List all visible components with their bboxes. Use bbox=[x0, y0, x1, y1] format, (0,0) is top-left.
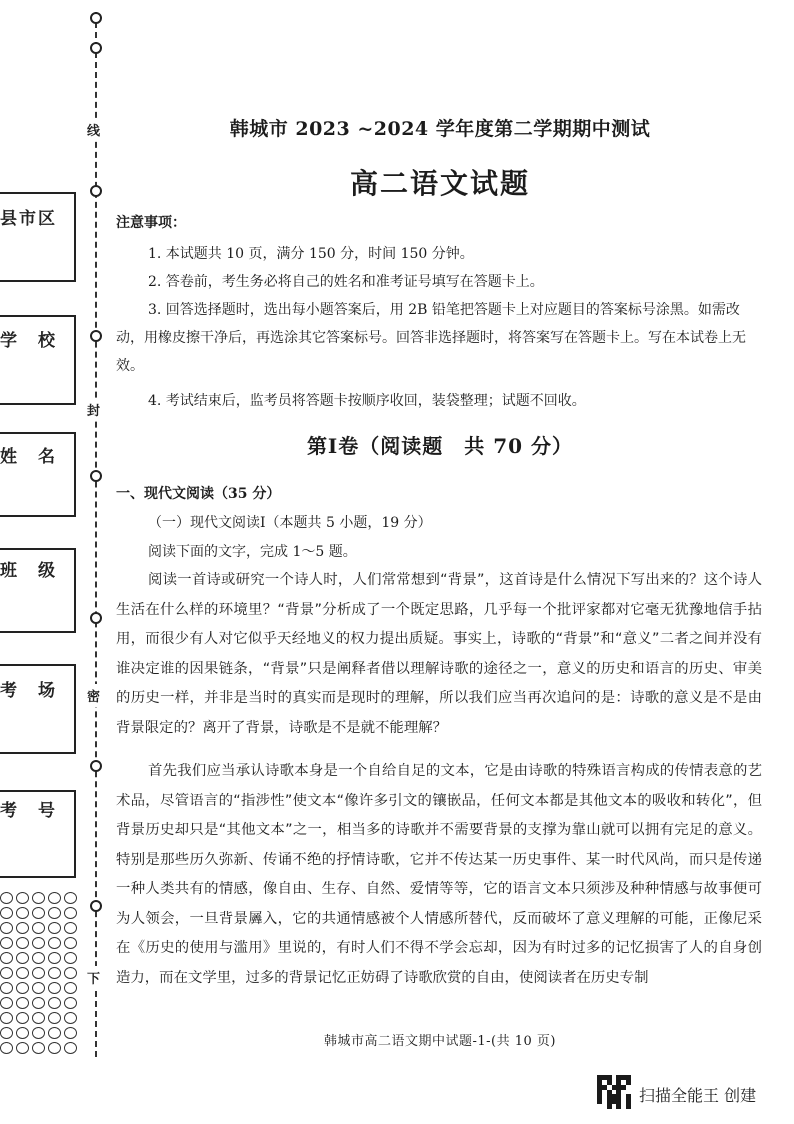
margin-circle bbox=[48, 937, 61, 949]
margin-circle bbox=[32, 907, 45, 919]
margin-circle bbox=[64, 997, 77, 1009]
paper-title: 高二语文试题 bbox=[349, 167, 530, 200]
margin-circle bbox=[32, 1042, 45, 1054]
margin-circle bbox=[16, 982, 29, 994]
qr-cell bbox=[626, 1104, 631, 1109]
seal-dot bbox=[90, 12, 102, 24]
scanner-watermark bbox=[597, 1075, 777, 1115]
margin-circle bbox=[16, 967, 29, 979]
watermark-text: 扫描全能王 创建 bbox=[639, 1086, 757, 1105]
margin-circle bbox=[48, 892, 61, 904]
margin-circle bbox=[48, 1042, 61, 1054]
notice-item: 4. 考试结束后，监考员将答题卡按顺序收回，装袋整理；试题不回收。 bbox=[148, 393, 586, 409]
seal-dot bbox=[90, 612, 102, 624]
reading-instruction: 阅读下面的文字，完成 1～5 题。 bbox=[148, 544, 357, 560]
margin-circle bbox=[0, 922, 13, 934]
margin-circle bbox=[48, 907, 61, 919]
margin-circle bbox=[64, 1012, 77, 1024]
margin-circle bbox=[64, 937, 77, 949]
notice-item: 2. 答卷前，考生务必将自己的姓名和准考证号填写在答题卡上。 bbox=[148, 274, 544, 290]
exam-title: 韩城市 2023 ~2024 学年度第二学期期中测试 bbox=[229, 118, 651, 140]
margin-circle bbox=[16, 1027, 29, 1039]
passage-paragraph: 首先我们应当承认诗歌本身是一个自给自足的文本，它是由诗歌的特殊语言构成的传情表意的艺术品，尽管语言的“指涉性”使文本“像许多引文的镶嵌品，任何文本都是其他文本的吸收和转化”，但背景历史却只是“其他文本”之一，相当多的诗歌并不需要背景的支撑为靠山就可以拥有完足的意义。特别是那些历久弥新、传诵不绝的抒情诗歌，它并不传达某一历史事件、某一时代风尚，而只是传递一种人类共有的情感，像自由、生存、自然、爱情等等，它的语言文本只须涉及种种情感与故事便可为人领会，一旦背景羼入，它的共通情感被个人情感所替代，反而破坏了意义理解的可能，正像尼采在《历史的使用与滥用》里说的，有时人们不得不学会忘却，因为有时过多的记忆损害了人的自身创造力，而在文学里，过多的背景记忆正妨碍了诗歌欣赏的自由，使阅读者在历史专制 bbox=[116, 763, 762, 986]
seal-dot bbox=[90, 760, 102, 772]
passage-paragraph: 阅读一首诗或研究一个诗人时，人们常常想到“背景”，这首诗是什么情况下写出来的？这个诗人生活在什么样的环境里？“背景”分析成了一个既定思路，几乎每一个批评家都对它毫无犹豫地信手拈用，而很少有人对它似乎天经地义的权力提出质疑。事实上，诗歌的“背景”和“意义”二者之间并没有谁决定谁的因果链条，“背景”只是阐释者借以理解诗歌的途径之一，意义的历史和语言的历史、审美的历史一样，并非是当时的真实而是现时的理解，所以我们应当再次追问的是：诗歌的意义是不是由背景限定的？离开了背景，诗歌是不是就不能理解？ bbox=[116, 572, 762, 736]
margin-circle bbox=[64, 907, 77, 919]
section-heading: 第Ⅰ卷（阅读题 共 70 分） bbox=[306, 434, 574, 458]
seal-char-xia: 下 bbox=[87, 966, 100, 989]
margin-circle bbox=[16, 922, 29, 934]
seal-char-mi: 密 bbox=[87, 684, 100, 707]
margin-circle bbox=[48, 967, 61, 979]
seal-dot bbox=[90, 900, 102, 912]
margin-circle bbox=[64, 1027, 77, 1039]
margin-circle bbox=[16, 937, 29, 949]
notice-item: 3. 回答选择题时，选出每小题答案后，用 2B 铅笔把答题卡上对应题目的答案标号涂黑。如需改动，用橡皮擦干净后，再选涂其它答案标号。回答非选择题时，将答案写在答题卡上。写在本试卷上无效。 bbox=[116, 302, 746, 374]
margin-circle bbox=[48, 952, 61, 964]
margin-circle bbox=[0, 952, 13, 964]
margin-circle bbox=[0, 892, 13, 904]
margin-circle bbox=[48, 982, 61, 994]
margin-circle bbox=[64, 1042, 77, 1054]
margin-circle bbox=[48, 1027, 61, 1039]
seal-char-xian: 线 bbox=[87, 118, 100, 141]
seal-dot bbox=[90, 330, 102, 342]
label-school: 学 校 bbox=[0, 331, 57, 351]
seal-char-feng: 封 bbox=[87, 398, 100, 421]
page-footer: 韩城市高二语文期中试题-1-(共 10 页) bbox=[323, 1034, 556, 1049]
seal-dot bbox=[90, 470, 102, 482]
margin-circle bbox=[16, 907, 29, 919]
margin-circle bbox=[48, 997, 61, 1009]
margin-circle bbox=[0, 1012, 13, 1024]
label-class: 班 级 bbox=[0, 561, 57, 581]
margin-circle bbox=[0, 1042, 13, 1054]
margin-circle bbox=[16, 1042, 29, 1054]
margin-circle bbox=[32, 937, 45, 949]
margin-circle bbox=[32, 967, 45, 979]
margin-circle bbox=[16, 892, 29, 904]
label-name: 姓 名 bbox=[0, 447, 57, 467]
margin-circle bbox=[0, 982, 13, 994]
margin-circle bbox=[0, 907, 13, 919]
margin-circle bbox=[32, 982, 45, 994]
margin-circle bbox=[32, 1027, 45, 1039]
sub-heading: （一）现代文阅读Ⅰ（本题共 5 小题，19 分） bbox=[148, 515, 432, 531]
margin-circle bbox=[48, 922, 61, 934]
label-number: 考 号 bbox=[0, 801, 57, 821]
margin-circle bbox=[32, 997, 45, 1009]
margin-circle bbox=[64, 982, 77, 994]
label-room: 考 场 bbox=[0, 681, 57, 701]
margin-circle bbox=[0, 937, 13, 949]
margin-circle bbox=[32, 952, 45, 964]
margin-circle bbox=[64, 922, 77, 934]
label-county: 县市区 bbox=[0, 209, 57, 229]
notice-item: 1. 本试题共 10 页，满分 150 分，时间 150 分钟。 bbox=[148, 246, 474, 262]
margin-circle bbox=[16, 1012, 29, 1024]
margin-circle bbox=[64, 952, 77, 964]
margin-circle bbox=[0, 1027, 13, 1039]
margin-circle bbox=[48, 1012, 61, 1024]
margin-circle bbox=[32, 1012, 45, 1024]
margin-circle bbox=[64, 967, 77, 979]
margin-circle bbox=[0, 997, 13, 1009]
part-heading: 一、现代文阅读（35 分） bbox=[116, 486, 281, 502]
margin-circle bbox=[32, 892, 45, 904]
margin-circle bbox=[16, 997, 29, 1009]
margin-circle bbox=[0, 967, 13, 979]
margin-circle bbox=[32, 922, 45, 934]
margin-circle bbox=[16, 952, 29, 964]
notice-heading: 注意事项： bbox=[116, 215, 186, 231]
qr-code-icon bbox=[597, 1075, 631, 1109]
margin-circle bbox=[64, 892, 77, 904]
seal-dot bbox=[90, 185, 102, 197]
margin-circle-pattern bbox=[0, 892, 80, 1062]
seal-dot bbox=[90, 42, 102, 54]
